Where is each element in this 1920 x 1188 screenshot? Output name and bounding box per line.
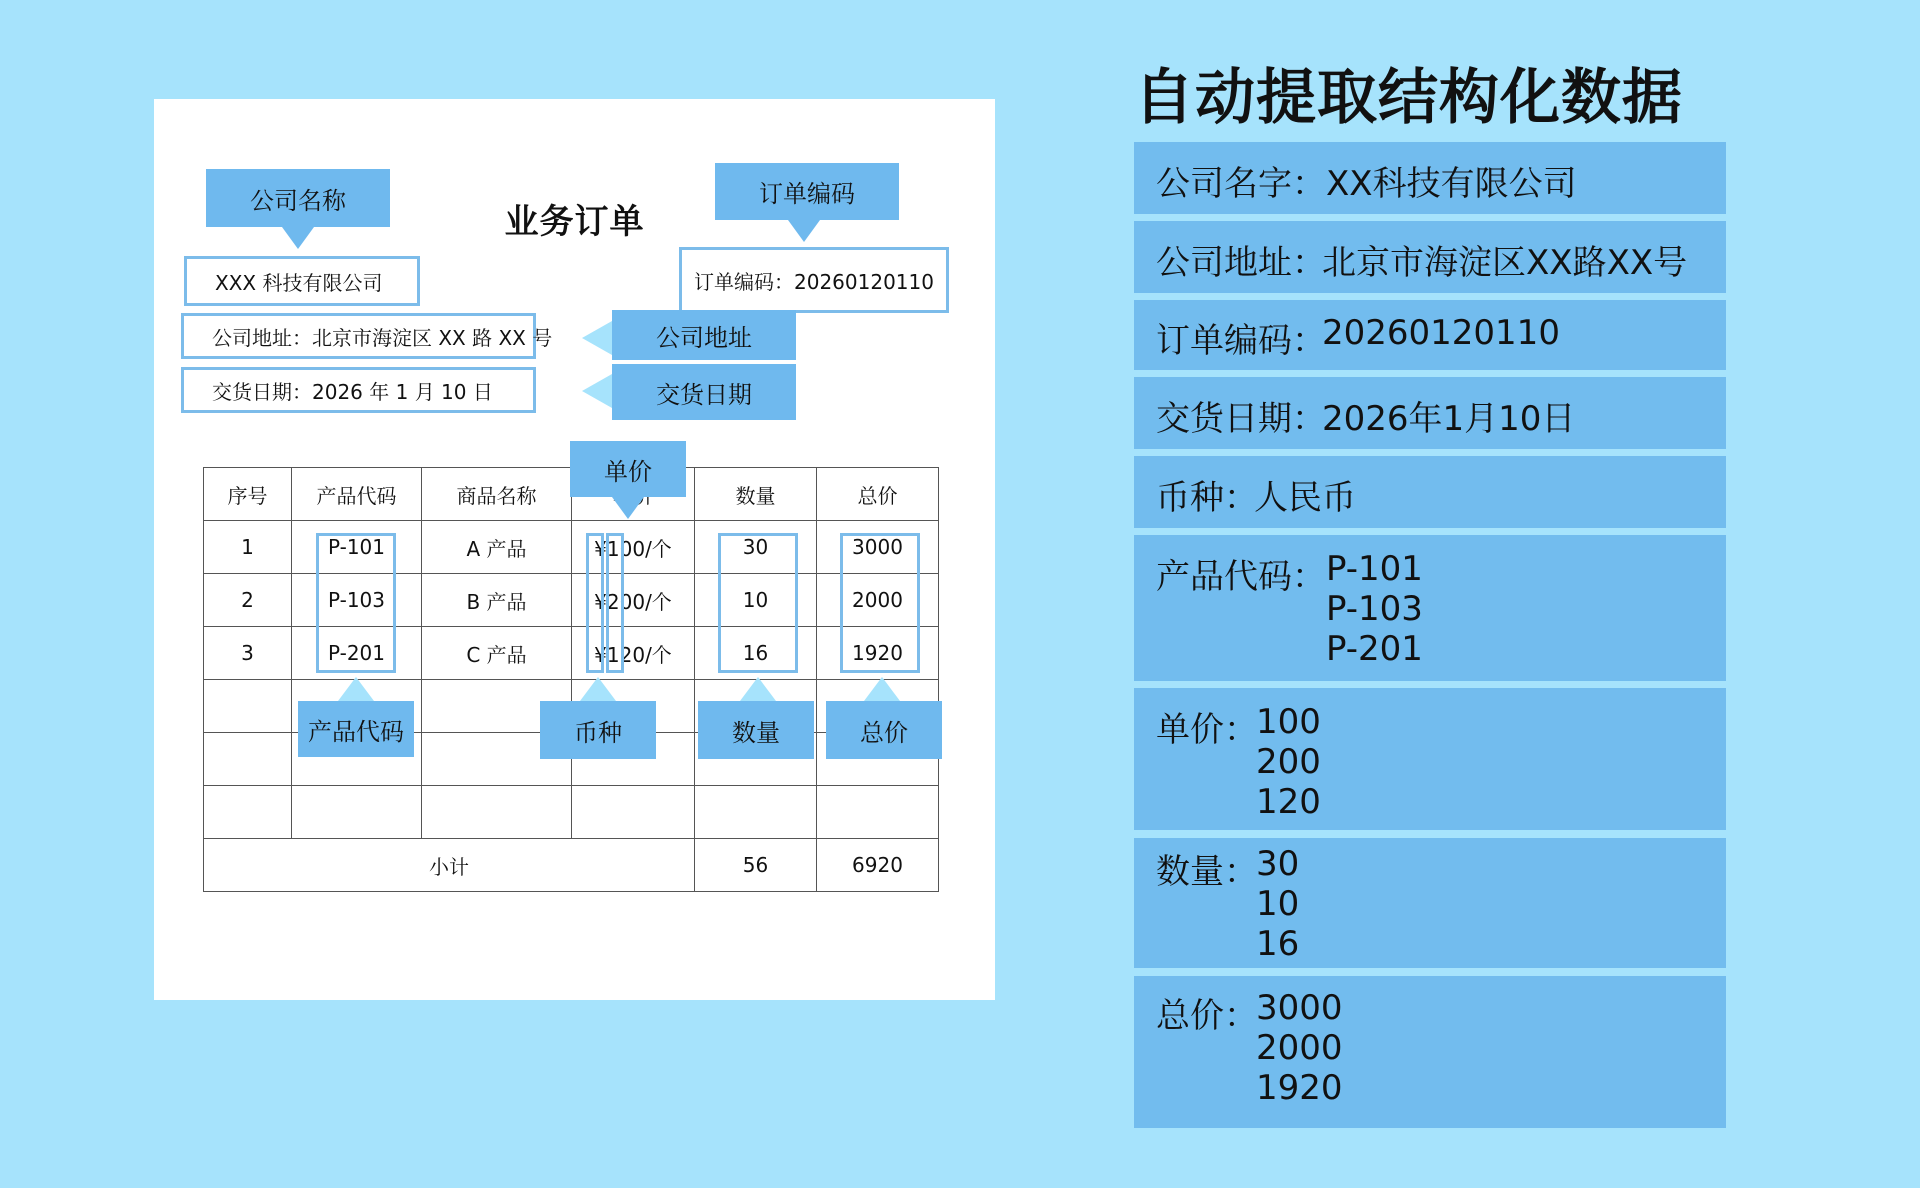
subtotal-label: 小计 xyxy=(204,839,695,892)
extracted-unit-prices xyxy=(1134,688,1726,830)
subtotal-quantity: 56 xyxy=(695,839,817,892)
delivery-field: 交货日期：2026 年 1 月 10 日 xyxy=(181,367,536,413)
cell-total: 1920 xyxy=(817,627,939,680)
tag-delivery: 交货日期 xyxy=(612,364,796,420)
subtotal-total: 6920 xyxy=(817,839,939,892)
arrow-unit-price xyxy=(612,497,644,519)
table-subtotal-row xyxy=(204,839,939,892)
product-codes-values xyxy=(1326,549,1423,669)
cell-product-name: A 产品 xyxy=(422,521,572,574)
unit-price-value: 200 xyxy=(1256,742,1321,782)
extracted-company xyxy=(1134,142,1726,214)
highlight-quantity xyxy=(718,533,798,673)
tag-total: 总价 xyxy=(826,701,942,759)
company-label: 公司名字： xyxy=(1156,164,1326,204)
cell-quantity: 16 xyxy=(695,627,817,680)
total-value: 3000 xyxy=(1256,988,1343,1028)
delivery-label: 交货日期： xyxy=(1156,399,1326,439)
cell-unit-price: ¥200/个 xyxy=(572,574,695,627)
extracted-quantities xyxy=(1134,838,1726,968)
cell-unit-price: ¥120/个 xyxy=(572,627,695,680)
cell-total: 2000 xyxy=(817,574,939,627)
cell-quantity: 30 xyxy=(695,521,817,574)
arrow-company-name xyxy=(282,227,314,249)
order-no-label: 订单编码： xyxy=(1156,321,1326,361)
extracted-currency xyxy=(1134,456,1726,528)
totals-values xyxy=(1256,988,1343,1108)
tag-address: 公司地址 xyxy=(612,310,796,360)
cell-product-name: C 产品 xyxy=(422,627,572,680)
document-title: 业务订单 xyxy=(504,202,645,242)
tag-quantity: 数量 xyxy=(698,701,814,759)
arrow-delivery xyxy=(582,374,612,408)
product-code-value: P-201 xyxy=(1326,629,1423,669)
product-code-value: P-101 xyxy=(1326,549,1423,589)
order-no-field: 订单编码：20260120110 xyxy=(679,247,949,313)
arrow-quantity xyxy=(740,677,776,701)
arrow-total xyxy=(864,677,900,701)
order-table xyxy=(203,467,939,892)
cell-index: 1 xyxy=(204,521,292,574)
unit-price-value: 100 xyxy=(1256,702,1321,742)
tag-order-no: 订单编码 xyxy=(715,163,899,220)
extracted-totals xyxy=(1134,976,1726,1128)
highlight-total xyxy=(840,533,920,673)
header-index: 序号 xyxy=(204,468,292,521)
quantities-values xyxy=(1256,844,1299,964)
tag-product-code: 产品代码 xyxy=(298,701,414,757)
extracted-product-codes xyxy=(1134,535,1726,681)
order-document xyxy=(154,99,995,1000)
cell-product-code: P-101 xyxy=(292,521,422,574)
quantities-label: 数量： xyxy=(1156,852,1258,892)
product-codes-label: 产品代码： xyxy=(1156,557,1326,597)
product-code-value: P-103 xyxy=(1326,589,1423,629)
tag-company-name: 公司名称 xyxy=(206,169,390,227)
tag-unit-price: 单价 xyxy=(570,441,686,497)
company-name-field: XXX 科技有限公司 xyxy=(184,256,420,306)
unit-prices-values xyxy=(1256,702,1321,822)
currency-label: 币种： xyxy=(1156,478,1258,518)
highlight-currency xyxy=(586,533,604,673)
highlight-unit-price xyxy=(606,533,624,673)
arrow-order-no xyxy=(788,220,820,242)
delivery-value: 2026年1月10日 xyxy=(1322,399,1576,439)
unit-prices-label: 单价： xyxy=(1156,710,1258,750)
extracted-address xyxy=(1134,221,1726,293)
cell-index: 3 xyxy=(204,627,292,680)
address-label: 公司地址： xyxy=(1156,243,1326,283)
extracted-delivery xyxy=(1134,377,1726,449)
arrow-currency xyxy=(580,677,616,701)
extracted-order-no xyxy=(1134,300,1726,370)
cell-quantity: 10 xyxy=(695,574,817,627)
arrow-address xyxy=(582,321,612,355)
highlight-product-code xyxy=(316,533,396,673)
cell-product-code: P-201 xyxy=(292,627,422,680)
cell-product-code: P-103 xyxy=(292,574,422,627)
arrow-product-code xyxy=(338,677,374,701)
cell-product-name: B 产品 xyxy=(422,574,572,627)
currency-value: 人民币 xyxy=(1254,478,1356,518)
table-row xyxy=(204,574,939,627)
order-no-value: 20260120110 xyxy=(1322,313,1560,353)
header-product-code: 产品代码 xyxy=(292,468,422,521)
table-row xyxy=(204,627,939,680)
quantity-value: 30 xyxy=(1256,844,1300,884)
quantity-value: 16 xyxy=(1256,924,1300,964)
header-total: 总价 xyxy=(817,468,939,521)
totals-label: 总价： xyxy=(1156,996,1258,1036)
tag-currency: 币种 xyxy=(540,701,656,759)
panel-title: 自动提取结构化数据 xyxy=(1134,63,1683,133)
cell-unit-price: ¥100/个 xyxy=(572,521,695,574)
unit-price-value: 120 xyxy=(1256,782,1321,822)
company-value: XX科技有限公司 xyxy=(1326,164,1577,204)
header-quantity: 数量 xyxy=(695,468,817,521)
total-value: 2000 xyxy=(1256,1028,1343,1068)
quantity-value: 10 xyxy=(1256,884,1300,924)
total-value: 1920 xyxy=(1256,1068,1343,1108)
cell-index: 2 xyxy=(204,574,292,627)
table-empty-row xyxy=(204,786,939,839)
header-product-name: 商品名称 xyxy=(422,468,572,521)
table-row xyxy=(204,521,939,574)
cell-total: 3000 xyxy=(817,521,939,574)
address-field: 公司地址：北京市海淀区 XX 路 XX 号 xyxy=(181,313,536,359)
address-value: 北京市海淀区XX路XX号 xyxy=(1322,243,1688,283)
